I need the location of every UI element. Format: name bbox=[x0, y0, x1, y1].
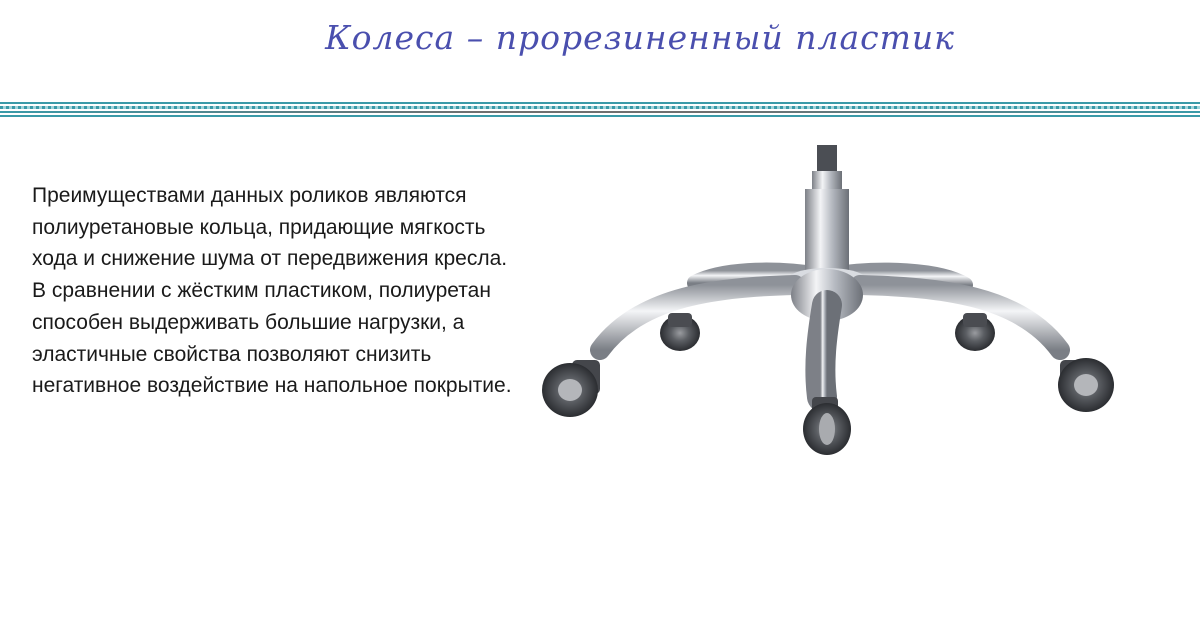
chair-base-with-casters-icon bbox=[530, 135, 1130, 465]
description-paragraph: Преимуществами данных роликов являются полиуретановые кольца, придающие мягкость хода и снижение шума от передвижения кресла. В сравнении с жёстким пластиком, полиуретан способен выдерживать большие нагрузки, а эластичные свойства позволяют снизить негативное воздействие на напольное покрытие. bbox=[32, 184, 512, 398]
slide-title: Колеса – прорезиненный пластик bbox=[325, 18, 955, 57]
decorative-divider bbox=[0, 102, 1200, 118]
